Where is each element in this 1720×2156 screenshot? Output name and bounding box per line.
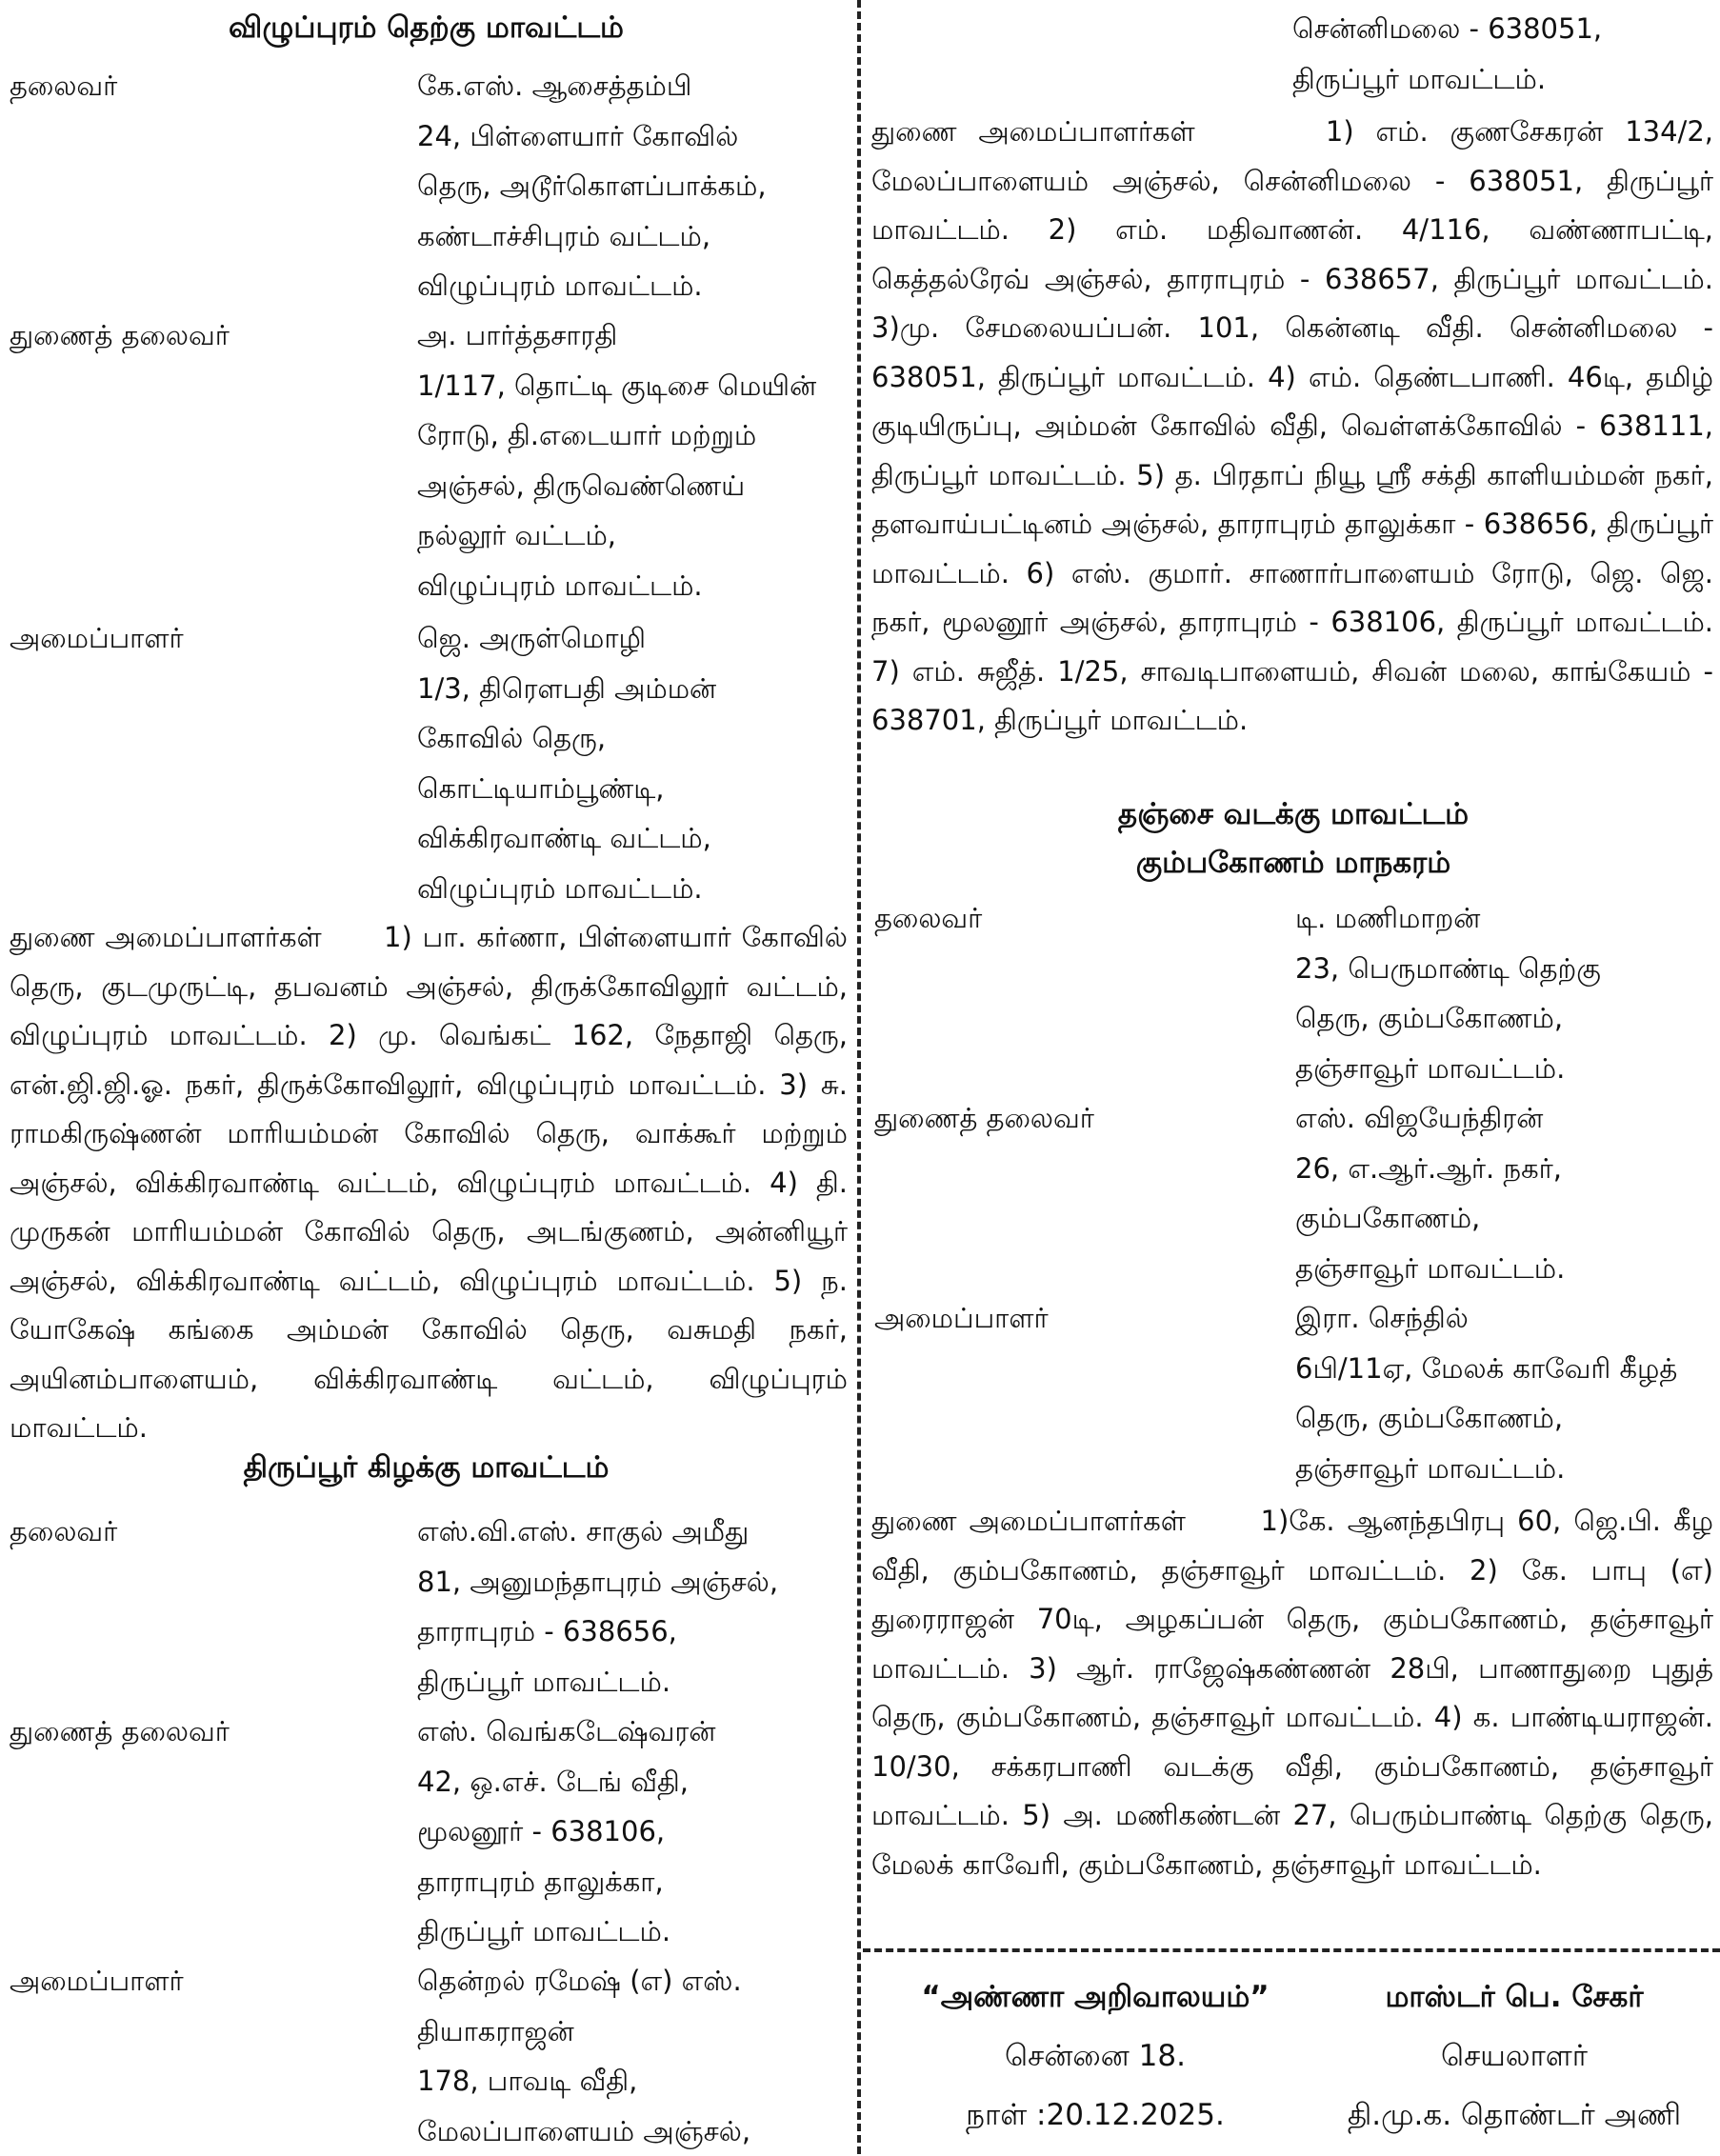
office-city: சென்னை 18. <box>1005 2039 1186 2073</box>
role-value: டி. மணிமாறன் 23, பெருமாண்டி தெற்கு தெரு, கும்பகோணம், தஞ்சாவூர் மாவட்டம். <box>1295 902 1601 1085</box>
column-divider <box>857 0 861 2154</box>
deputies-label: துணை அமைப்பாளர்கள் <box>10 921 322 953</box>
role-value: எஸ். வெங்கடேஷ்வரன் 42, ஒ.எச். டேங் வீதி, மூலனூர் - 638106, தாராபுரம் தாலுக்கா, திருப்பூர் மாவட்டம். <box>417 1715 716 1947</box>
deputies-label: துணை அமைப்பாளர்கள் <box>871 115 1195 148</box>
role-value: தென்றல் ரமேஷ் (எ) எஸ். தியாகராஜன் 178, பாவடி வீதி, மேலப்பாளையம் அஞ்சல், <box>417 1965 751 2147</box>
deputies-paragraph <box>871 1497 1713 1889</box>
role-value: எஸ். விஜயேந்திரன் 26, எ.ஆர்.ஆர். நகர், கும்பகோணம், தஞ்சாவூர் மாவட்டம். <box>1295 1102 1566 1285</box>
role-label: அமைப்பாளர் <box>874 1302 1049 1334</box>
section-subheading: கும்பகோணம் மாநகரம் <box>1135 846 1451 880</box>
deputies-text: 1) எம். குணசேகரன் 134/2, மேலப்பாளையம் அஞ்சல், சென்னிமலை - 638051, திருப்பூர் மாவட்டம். 2) எம். மதிவாணன். 4/116, வண்ணாபட்டி, கெத்தல்ரேவ் அஞ்சல், தாராபுரம் - 638657, திருப்பூர் மாவட்டம். 3)மு. சேமலையப்பன். 101, கென்னடி வீதி. சென்னிமலை - 638051, திருப்பூர் மாவட்டம். 4) எம். தெண்டபாணி. 46டி, தமிழ் குடியிருப்பு, அம்மன் கோவில் வீதி, வெள்ளக்கோவில் - 638111, திருப்பூர் மாவட்டம். 5) த. பிரதாப் நியூ ஸ்ரீ சக்தி காளியம்மன் நகர், தளவாய்பட்டினம் அஞ்சல், தாராபுரம் தாலுக்கா - 638656, திருப்பூர் மாவட்டம். 6) எஸ். குமார். சாணார்பாளையம் ரோடு, ஜெ. ஜெ. நகர், மூலனூர் அஞ்சல், தாராபுரம் - 638106, திருப்பூர் மாவட்டம். 7) எம். சுஜீத். 1/25, சாவடிபாளையம், சிவன் மலை, காங்கேயம் - 638701, திருப்பூர் மாவட்டம். <box>871 115 1713 736</box>
role-value: இரா. செந்தில் 6பி/11ஏ, மேலக் காவேரி கீழத் தெரு, கும்பகோணம், தஞ்சாவூர் மாவட்டம். <box>1295 1302 1678 1485</box>
deputies-paragraph <box>871 108 1713 746</box>
role-value: ஜெ. அருள்மொழி 1/3, திரௌபதி அம்மன் கோவில் தெரு, கொட்டியாம்பூண்டி, விக்கிரவாண்டி வட்டம், விழுப்புரம் மாவட்டம். <box>417 622 717 905</box>
office-name: “அண்ணா அறிவாலயம்” <box>921 1980 1270 2014</box>
continued-address: சென்னிமலை - 638051, திருப்பூர் மாவட்டம். <box>1292 12 1603 95</box>
role-value: அ. பார்த்தசாரதி 1/117, தொட்டி குடிசை மெயின் ரோடு, தி.எடையார் மற்றும் அஞ்சல், திருவெண்ணெய் நல்லூர் வட்டம், விழுப்புரம் மாவட்டம். <box>417 319 817 602</box>
signatory-org: தி.மு.க. தொண்டர் அணி <box>1347 2098 1682 2132</box>
footer-left <box>886 1967 1305 2145</box>
deputies-paragraph <box>10 913 848 1453</box>
left-column <box>0 0 852 2154</box>
deputies-label: துணை அமைப்பாளர்கள் <box>871 1505 1186 1537</box>
role-value: கே.எஸ். ஆசைத்தம்பி 24, பிள்ளையார் கோவில் தெரு, அடூர்கொளப்பாக்கம், கண்டாச்சிபுரம் வட்டம், விழுப்புரம் மாவட்டம். <box>417 70 767 302</box>
role-label: அமைப்பாளர் <box>10 1965 184 1997</box>
role-label: துணைத் தலைவர் <box>10 1715 230 1747</box>
role-label: தலைவர் <box>10 70 118 102</box>
deputies-text: 1) பா. கர்ணா, பிள்ளையார் கோவில் தெரு, குடமுருட்டி, தபவனம் அஞ்சல், திருக்கோவிலூர் வட்டம், விழுப்புரம் மாவட்டம். 2) மு. வெங்கட் 162, நேதாஜி தெரு, என்.ஜி.ஜி.ஓ. நகர், திருக்கோவிலூர், விழுப்புரம் மாவட்டம். 3) சு. ராமகிருஷ்ணன் மாரியம்மன் கோவில் தெரு, வாக்கூர் மற்றும் அஞ்சல், விக்கிரவாண்டி வட்டம், விழுப்புரம் மாவட்டம். 4) தி. முருகன் மாரியம்மன் கோவில் தெரு, அடங்குணம், அன்னியூர் அஞ்சல், விக்கிரவாண்டி வட்டம், விழுப்புரம் மாவட்டம். 5) ந. யோகேஷ் கங்கை அம்மன் கோவில் தெரு, வசுமதி நகர், அயினம்பாளையம், விக்கிரவாண்டி வட்டம், விழுப்புரம் மாவட்டம். <box>10 921 848 1444</box>
role-label: அமைப்பாளர் <box>10 622 184 654</box>
role-label: தலைவர் <box>874 902 983 934</box>
deputies-text: 1)கே. ஆனந்தபிரபு 60, ஜெ.பி. கீழ வீதி, கும்பகோணம், தஞ்சாவூர் மாவட்டம். 2) கே. பாபு (எ) துரைராஜன் 70டி, அழகப்பன் தெரு, கும்பகோணம், தஞ்சாவூர் மாவட்டம். 3) ஆர். ராஜேஷ்கண்ணன் 28பி, பாணாதுறை புதுத் தெரு, கும்பகோணம், தஞ்சாவூர் மாவட்டம். 4) க. பாண்டியராஜன். 10/30, சக்கரபாணி வடக்கு வீதி, கும்பகோணம், தஞ்சாவூர் மாவட்டம். 5) அ. மணிகண்டன் 27, பெரும்பாண்டி தெற்கு தெரு, மேலக் காவேரி, கும்பகோணம், தஞ்சாவூர் மாவட்டம். <box>871 1505 1713 1881</box>
footer-separator <box>863 1948 1720 1952</box>
role-label: தலைவர் <box>10 1515 118 1547</box>
issue-date: நாள் :20.12.2025. <box>966 2098 1225 2132</box>
role-label: துணைத் தலைவர் <box>10 319 230 351</box>
footer-right <box>1314 1967 1714 2145</box>
section-heading: விழுப்புரம் தெற்கு மாவட்டம் <box>229 10 624 45</box>
section-heading: திருப்பூர் கிழக்கு மாவட்டம் <box>243 1450 610 1485</box>
signatory-role: செயலாளர் <box>1441 2039 1588 2073</box>
right-column <box>867 0 1720 2154</box>
signatory-name: மாஸ்டர் பெ. சேகர் <box>1385 1980 1644 2014</box>
role-value: எஸ்.வி.எஸ். சாகுல் அமீது 81, அனுமந்தாபுரம் அஞ்சல், தாராபுரம் - 638656, திருப்பூர் மாவட்டம். <box>417 1515 779 1698</box>
section-heading: தஞ்சை வடக்கு மாவட்டம் <box>1117 797 1470 831</box>
role-label: துணைத் தலைவர் <box>874 1102 1094 1134</box>
